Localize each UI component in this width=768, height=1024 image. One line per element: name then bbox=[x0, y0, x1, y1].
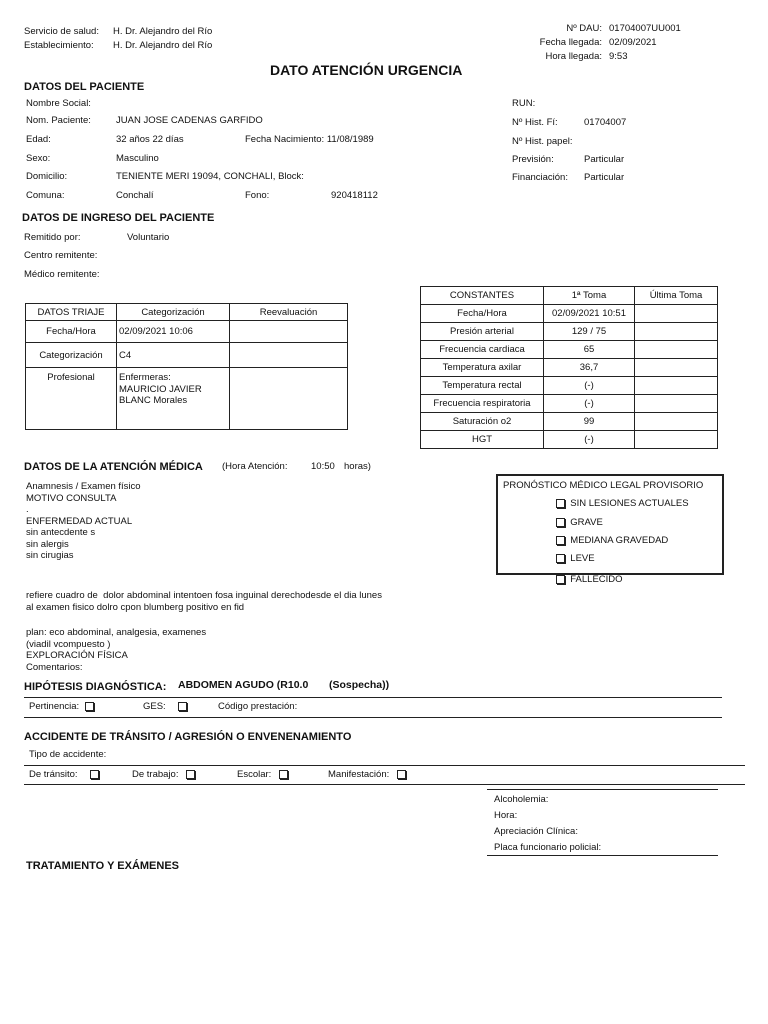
table-row bbox=[421, 305, 718, 323]
checkbox-icon[interactable] bbox=[178, 702, 187, 711]
divider bbox=[24, 784, 745, 785]
checkbox-icon[interactable] bbox=[556, 499, 565, 508]
constante-first: (-) bbox=[544, 431, 635, 449]
nombre-social-label: Nombre Social: bbox=[26, 98, 91, 109]
constante-last bbox=[635, 395, 718, 413]
prevision-value: Particular bbox=[584, 154, 625, 165]
constante-label: Temperatura rectal bbox=[421, 377, 544, 395]
constante-last bbox=[635, 359, 718, 377]
tratamiento-section-title: TRATAMIENTO Y EXÁMENES bbox=[26, 860, 180, 872]
pronostico-option-label: MEDIANA GRAVEDAD bbox=[570, 535, 669, 546]
hist-fi-label: Nº Hist. Fí: bbox=[512, 117, 558, 128]
constante-first: 99 bbox=[544, 413, 635, 431]
pronostico-option[interactable] bbox=[550, 517, 603, 528]
checkbox-icon[interactable] bbox=[556, 536, 565, 545]
checkbox-icon[interactable] bbox=[186, 770, 195, 779]
manifestacion-field[interactable] bbox=[328, 769, 406, 780]
triaje-header: DATOS TRIAJE bbox=[26, 304, 117, 321]
diagnostico-label: HIPÓTESIS DIAGNÓSTICA: bbox=[24, 681, 167, 693]
patient-section-title: DATOS DEL PACIENTE bbox=[24, 81, 145, 93]
dau-label: Nº DAU: bbox=[566, 23, 602, 34]
constante-last bbox=[635, 305, 718, 323]
remitido-label: Remitido por: bbox=[24, 232, 81, 243]
constantes-header: Última Toma bbox=[635, 287, 718, 305]
financiacion-value: Particular bbox=[584, 172, 625, 183]
constante-last bbox=[635, 323, 718, 341]
constante-label: Presión arterial bbox=[421, 323, 544, 341]
divider bbox=[487, 855, 718, 856]
constante-last bbox=[635, 377, 718, 395]
transito-label: De tránsito: bbox=[29, 769, 78, 780]
triaje-table bbox=[25, 303, 348, 430]
divider bbox=[487, 789, 718, 790]
fecha-llegada-label: Fecha llegada: bbox=[539, 37, 602, 48]
triaje-fecha-label: Fecha/Hora bbox=[26, 321, 117, 343]
checkbox-icon[interactable] bbox=[556, 518, 565, 527]
constante-first: (-) bbox=[544, 377, 635, 395]
constante-first: 02/09/2021 10:51 bbox=[544, 305, 635, 323]
checkbox-icon[interactable] bbox=[556, 554, 565, 563]
apreciacion-label: Apreciación Clínica: bbox=[494, 826, 578, 837]
sexo-label: Sexo: bbox=[26, 153, 51, 164]
checkbox-icon[interactable] bbox=[90, 770, 99, 779]
trabajo-field[interactable] bbox=[132, 769, 195, 780]
constante-last bbox=[635, 413, 718, 431]
pronostico-option[interactable] bbox=[550, 535, 668, 546]
constante-last bbox=[635, 341, 718, 359]
table-row bbox=[421, 431, 718, 449]
triaje-prof-label: Profesional bbox=[26, 368, 117, 430]
hora-llegada-label: Hora llegada: bbox=[545, 51, 602, 62]
domicilio-label: Domicilio: bbox=[26, 171, 68, 182]
accidente-section-title: ACCIDENTE DE TRÁNSITO / AGRESIÓN O ENVENENAMIENTO bbox=[24, 731, 352, 743]
pronostico-title: PRONÓSTICO MÉDICO LEGAL PROVISORIO bbox=[503, 480, 704, 491]
trabajo-label: De trabajo: bbox=[132, 769, 179, 780]
hora-label: Hora: bbox=[494, 810, 518, 821]
triaje-cat-label: Categorización bbox=[26, 343, 117, 368]
hora-atencion-value: 10:50 bbox=[311, 461, 335, 472]
pronostico-option[interactable] bbox=[550, 498, 689, 509]
servicio-value: H. Dr. Alejandro del Río bbox=[113, 26, 213, 37]
establecimiento-value: H. Dr. Alejandro del Río bbox=[113, 40, 213, 51]
edad-value: 32 años 22 días bbox=[116, 134, 184, 145]
hist-papel-label: Nº Hist. papel: bbox=[512, 136, 573, 147]
constante-last bbox=[635, 431, 718, 449]
checkbox-icon[interactable] bbox=[556, 575, 565, 584]
plan-text: plan: eco abdominal, analgesia, examenes (viadil vcompuesto ) EXPLORACIÓN FÍSICA Comentarios: bbox=[26, 627, 207, 673]
prevision-label: Previsión: bbox=[512, 154, 554, 165]
constante-first: 65 bbox=[544, 341, 635, 359]
placa-label: Placa funcionario policial: bbox=[494, 842, 602, 853]
dau-value: 01704007UU001 bbox=[609, 23, 681, 34]
diagnostico-value: ABDOMEN AGUDO (R10.0 bbox=[178, 679, 309, 691]
comuna-value: Conchalí bbox=[116, 190, 154, 201]
constante-first: 36,7 bbox=[544, 359, 635, 377]
codigo-prestacion-label: Código prestación: bbox=[218, 701, 298, 712]
pronostico-option-label: SIN LESIONES ACTUALES bbox=[570, 498, 689, 509]
constantes-header: CONSTANTES bbox=[421, 287, 544, 305]
escolar-label: Escolar: bbox=[237, 769, 272, 780]
alcoholemia-label: Alcoholemia: bbox=[494, 794, 549, 805]
constante-label: Temperatura axilar bbox=[421, 359, 544, 377]
edad-label: Edad: bbox=[26, 134, 51, 145]
servicio-label: Servicio de salud: bbox=[24, 26, 99, 37]
fono-label: Fono: bbox=[245, 190, 270, 201]
comuna-label: Comuna: bbox=[26, 190, 65, 201]
fecha-nacimiento: Fecha Nacimiento: 11/08/1989 bbox=[245, 134, 374, 145]
divider bbox=[24, 717, 722, 718]
nom-paciente-label: Nom. Paciente: bbox=[26, 115, 91, 126]
constantes-table bbox=[420, 286, 718, 449]
transito-field[interactable] bbox=[29, 769, 99, 780]
checkbox-icon[interactable] bbox=[397, 770, 406, 779]
page-title: DATO ATENCIÓN URGENCIA bbox=[270, 62, 463, 78]
centro-remitente-label: Centro remitente: bbox=[24, 250, 98, 261]
triaje-header: Categorización bbox=[117, 304, 230, 321]
hist-fi-value: 01704007 bbox=[584, 117, 627, 128]
triaje-cat-value: C4 bbox=[117, 343, 230, 368]
ges-field[interactable] bbox=[143, 701, 187, 712]
constante-label: Frecuencia cardiaca bbox=[421, 341, 544, 359]
table-row bbox=[421, 413, 718, 431]
pertinencia-label: Pertinencia: bbox=[29, 701, 80, 712]
constante-first: 129 / 75 bbox=[544, 323, 635, 341]
ingreso-section-title: DATOS DE INGRESO DEL PACIENTE bbox=[22, 212, 215, 224]
hora-llegada-value: 9:53 bbox=[609, 51, 628, 62]
pronostico-option[interactable] bbox=[550, 574, 623, 585]
checkbox-icon[interactable] bbox=[279, 770, 288, 779]
refiere-text: refiere cuadro de dolor abdominal intentoen fosa inguinal derechodesde el dia lunes al examen fisico dolro cpon blumberg positivo en fid bbox=[26, 590, 382, 613]
run-label: RUN: bbox=[512, 98, 536, 109]
triaje-prof-reeval bbox=[230, 368, 348, 430]
table-row bbox=[421, 395, 718, 413]
hora-atencion-suffix: horas) bbox=[344, 461, 371, 472]
constante-label: Fecha/Hora bbox=[421, 305, 544, 323]
pronostico-option-label: LEVE bbox=[570, 553, 595, 564]
diagnostico-sospecha: (Sospecha)) bbox=[329, 679, 390, 691]
constante-label: Frecuencia respiratoria bbox=[421, 395, 544, 413]
triaje-prof-value: Enfermeras: MAURICIO JAVIER BLANC Morales bbox=[117, 368, 230, 430]
triaje-fecha-reeval bbox=[230, 321, 348, 343]
divider bbox=[24, 765, 745, 766]
establecimiento-label: Establecimiento: bbox=[24, 40, 94, 51]
constante-label: Saturación o2 bbox=[421, 413, 544, 431]
manifestacion-label: Manifestación: bbox=[328, 769, 390, 780]
pronostico-option-label: GRAVE bbox=[570, 517, 603, 528]
medico-remitente-label: Médico remitente: bbox=[24, 269, 100, 280]
anamnesis-text: Anamnesis / Examen físico MOTIVO CONSULTA . ENFERMEDAD ACTUAL sin antecdente s sin alergis sin cirugias bbox=[26, 481, 141, 561]
nom-paciente-value: JUAN JOSE CADENAS GARFIDO bbox=[116, 115, 263, 126]
table-row bbox=[421, 359, 718, 377]
atencion-section-title: DATOS DE LA ATENCIÓN MÉDICA bbox=[24, 461, 203, 473]
financiacion-label: Financiación: bbox=[512, 172, 568, 183]
domicilio-value: TENIENTE MERI 19094, CONCHALI, Block: bbox=[116, 171, 304, 182]
fono-value: 920418112 bbox=[331, 190, 378, 201]
remitido-value: Voluntario bbox=[127, 232, 170, 243]
triaje-header: Reevaluación bbox=[230, 304, 348, 321]
checkbox-icon[interactable] bbox=[85, 702, 94, 711]
pertinencia-field[interactable] bbox=[29, 701, 94, 712]
constante-first: (-) bbox=[544, 395, 635, 413]
divider bbox=[24, 697, 722, 698]
constantes-header: 1ª Toma bbox=[544, 287, 635, 305]
constante-label: HGT bbox=[421, 431, 544, 449]
table-row bbox=[421, 323, 718, 341]
tipo-accidente-label: Tipo de accidente: bbox=[29, 749, 107, 760]
pronostico-option[interactable] bbox=[550, 553, 595, 564]
escolar-field[interactable] bbox=[237, 769, 288, 780]
fecha-llegada-value: 02/09/2021 bbox=[609, 37, 657, 48]
hora-atencion-label: (Hora Atención: bbox=[222, 461, 288, 472]
pronostico-option-label: FALLECIDO bbox=[570, 574, 623, 585]
sexo-value: Masculino bbox=[116, 153, 159, 164]
ges-label: GES: bbox=[143, 701, 166, 712]
triaje-fecha-value: 02/09/2021 10:06 bbox=[117, 321, 230, 343]
table-row bbox=[421, 377, 718, 395]
triaje-cat-reeval bbox=[230, 343, 348, 368]
table-row bbox=[421, 341, 718, 359]
